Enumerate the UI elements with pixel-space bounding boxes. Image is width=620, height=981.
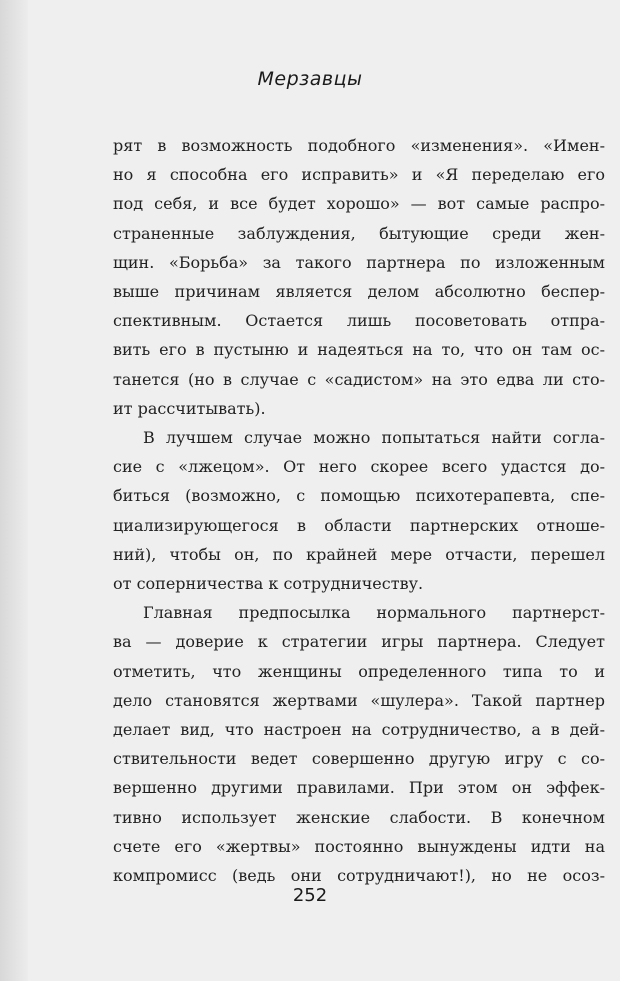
text-line: страненные заблуждения, бытующие среди жен- [113,223,605,243]
text-line: танется (но в случае с «садистом» на это едва ли сто- [113,369,605,389]
text-line: сие с «лжецом». От него скорее всего удастся до- [113,457,605,477]
text-line: спективным. Остается лишь посоветовать отпра- [113,311,605,331]
text-line: ствительности ведет совершенно другую игру с со- [113,749,605,769]
text-line: счете его «жертвы» постоянно вынуждены идти на [113,836,605,856]
text-line: вершенно другими правилами. При этом он эффек- [113,778,605,798]
text-line: щин. «Борьба» за такого партнера по изложенным [113,252,605,272]
text-line: делает вид, что настроен на сотрудничество, а в дей- [113,720,605,740]
text-line: тивно использует женские слабости. В конечном [113,807,605,827]
text-line: компромисс (ведь они сотрудничают!), но не осоз- [113,866,605,886]
page-number: 252 [292,885,328,906]
text-line: циализирующегося в области партнерских отноше- [113,515,605,535]
text-line: ва — доверие к стратегии игры партнера. Следует [113,632,605,652]
text-line: дело становятся жертвами «шулера». Такой партнер [113,690,605,710]
text-line: ит рассчитывать). [113,398,266,418]
text-line: ний), чтобы он, по крайней мере отчасти, перешел [113,544,605,564]
text-line: биться (возможно, с помощью психотерапевта, спе- [113,486,605,506]
body-text [113,131,605,890]
text-line: но я способна его исправить» и «Я переделаю его [113,165,605,185]
text-line: Главная предпосылка нормального партнерст- [143,603,605,623]
text-line: отметить, что женщины определенного типа то и [113,661,605,681]
running-header: Мерзавцы [257,68,363,90]
text-line: рят в возможность подобного «изменения». «Имен- [113,136,605,155]
text-line: вить его в пустыню и надеяться на то, что он там ос- [113,340,605,360]
page-edge-shadow [0,0,28,981]
text-line: от соперничества к сотрудничеству. [113,574,424,594]
text-line: выше причинам является делом абсолютно беспер- [113,282,605,302]
text-line: В лучшем случае можно попытаться найти согла- [143,428,605,448]
text-line: под себя, и все будет хорошо» — вот самые распро- [113,194,605,214]
